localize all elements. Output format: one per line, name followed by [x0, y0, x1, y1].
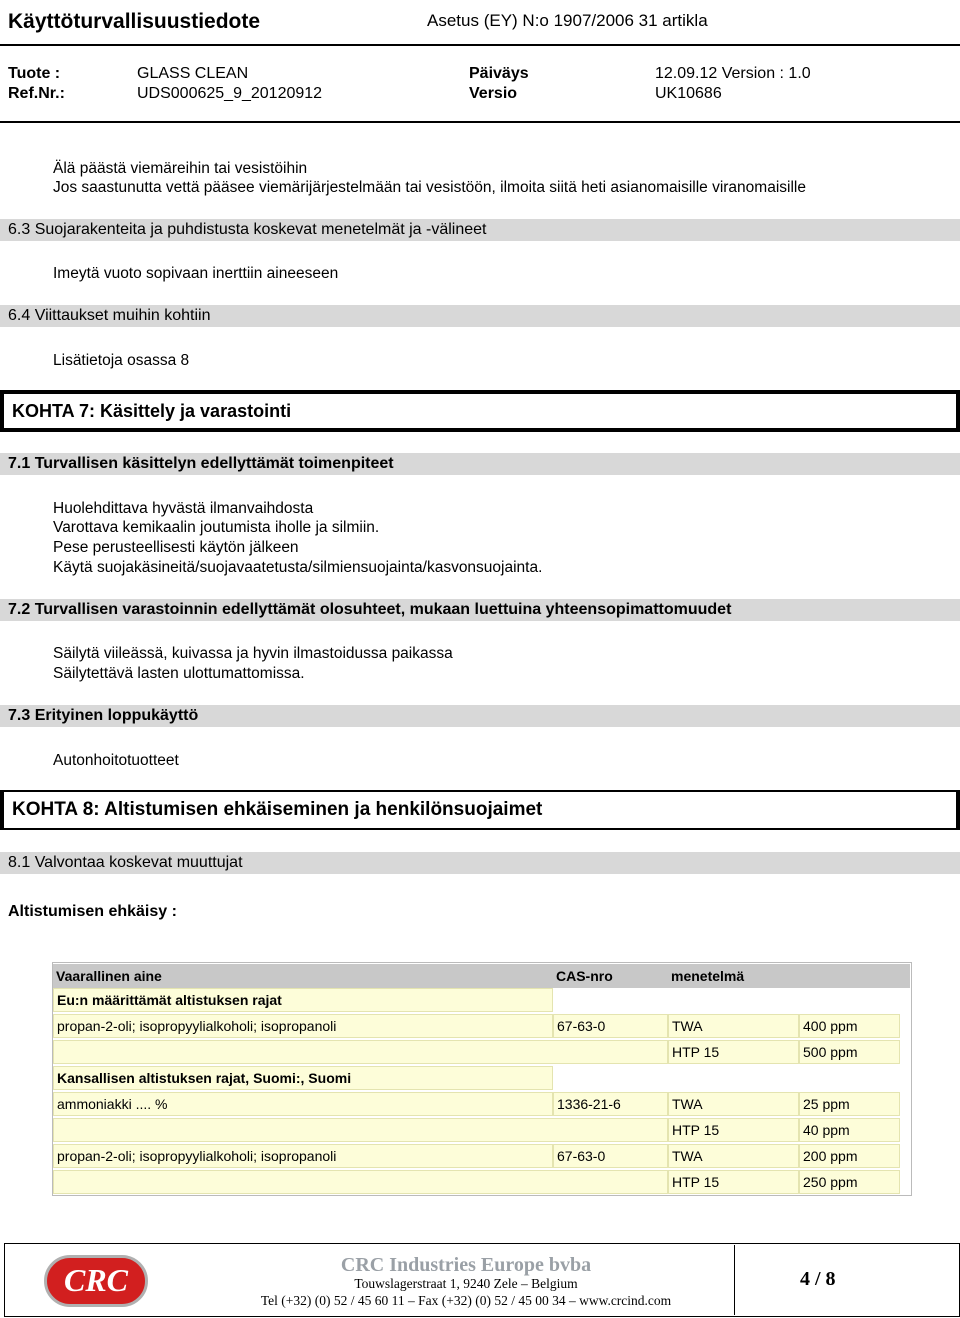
company-name: CRC Industries Europe bvba: [340, 1254, 592, 1276]
document-title: Käyttöturvallisuustiedote: [8, 10, 261, 33]
table-cell-value: 200 ppm: [799, 1144, 900, 1168]
ref-value: UDS000625_9_20120912: [137, 85, 323, 102]
table-cell-method: TWA: [668, 1014, 799, 1038]
table-header-substance: Vaarallinen aine: [53, 964, 553, 988]
section-7-2-heading: 7.2 Turvallisen varastoinnin edellyttämät olosuhteet, mukaan luettuina yhteensopimattomuudet: [0, 599, 960, 621]
table-cell-cas: 1336-21-6: [553, 1092, 668, 1116]
section-7-3-heading: 7.3 Erityinen loppukäyttö: [0, 705, 960, 727]
table-cell-method: HTP 15: [668, 1170, 799, 1194]
table-cell-method: TWA: [668, 1144, 799, 1168]
table-cell-method: TWA: [668, 1092, 799, 1116]
ref-label: Ref.Nr.:: [8, 85, 65, 102]
table-cell-method: HTP 15: [668, 1118, 799, 1142]
header-divider: [0, 44, 960, 46]
section-6-3-text: Imeytä vuoto sopivaan inerttiin aineeseen: [53, 265, 339, 282]
table-cell-substance: [53, 1170, 668, 1194]
table-cell-cas: 67-63-0: [553, 1014, 668, 1038]
product-label: Tuote :: [8, 65, 61, 82]
section-7-1-line: Huolehdittava hyvästä ilmanvaihdosta: [53, 500, 314, 517]
table-header-cas: CAS-nro: [553, 964, 668, 988]
section-7-3-text: Autonhoitotuotteet: [53, 752, 179, 769]
table-cell-value: 25 ppm: [799, 1092, 900, 1116]
section-7-1-line: Varottava kemikaalin joutumista iholle ja silmiin.: [53, 519, 380, 536]
section-7-title: KOHTA 7: Käsittely ja varastointi: [0, 390, 960, 432]
section-8-1-heading: 8.1 Valvontaa koskevat muuttujat: [0, 852, 960, 874]
table-cell-substance: [53, 1118, 668, 1142]
table-cell-substance: propan-2-oli; isopropyylialkoholi; isopropanoli: [53, 1014, 553, 1038]
table-cell-value: 40 ppm: [799, 1118, 900, 1142]
date-value: 12.09.12 Version : 1.0: [655, 65, 811, 82]
company-contact: Tel (+32) (0) 52 / 45 60 11 – Fax (+32) (0) 52 / 45 00 34 – www.crcind.com: [260, 1293, 672, 1308]
table-cell-method: HTP 15: [668, 1040, 799, 1064]
table-group-national: Kansallisen altistuksen rajat, Suomi:, Suomi: [53, 1066, 553, 1090]
section-7-2-line: Säilytettävä lasten ulottumattomissa.: [53, 665, 305, 682]
product-value: GLASS CLEAN: [137, 65, 249, 82]
regulation-reference: Asetus (EY) N:o 1907/2006 31 artikla: [427, 11, 708, 30]
section-6-4-heading: 6.4 Viittaukset muihin kohtiin: [0, 305, 960, 327]
table-cell-cas: 67-63-0: [553, 1144, 668, 1168]
version-label: Versio: [469, 85, 518, 102]
crc-logo: CRC: [44, 1255, 148, 1307]
section-6-3-heading: 6.3 Suojarakenteita ja puhdistusta koskevat menetelmät ja -välineet: [0, 219, 960, 241]
section-6-4-text: Lisätietoja osassa 8: [53, 352, 190, 369]
table-cell-value: 500 ppm: [799, 1040, 900, 1064]
table-header-method: menetelmä: [668, 964, 910, 988]
table-cell-substance: [53, 1040, 668, 1064]
section-7-1-line: Käytä suojakäsineitä/suojavaatetusta/silmiensuojainta/kasvonsuojainta.: [53, 559, 543, 576]
page-number: 4 / 8: [800, 1268, 836, 1290]
section-7-1-line: Pese perusteellisesti käytön jälkeen: [53, 539, 299, 556]
table-cell-value: 250 ppm: [799, 1170, 900, 1194]
table-cell-substance: propan-2-oli; isopropyylialkoholi; isopropanoli: [53, 1144, 553, 1168]
meta-divider: [0, 121, 960, 123]
table-cell-substance: ammoniakki .... %: [53, 1092, 553, 1116]
body-line: Älä päästä viemäreihin tai vesistöihin: [53, 160, 308, 177]
section-7-2-line: Säilytä viileässä, kuivassa ja hyvin ilmastoidussa paikassa: [53, 645, 453, 662]
version-value: UK10686: [655, 85, 722, 102]
company-address: Touwslagerstraat 1, 9240 Zele – Belgium: [354, 1276, 578, 1291]
table-group-eu: Eu:n määrittämät altistuksen rajat: [53, 988, 553, 1012]
section-8-title: KOHTA 8: Altistumisen ehkäiseminen ja henkilönsuojaimet: [0, 790, 960, 830]
section-7-1-heading: 7.1 Turvallisen käsittelyn edellyttämät toimenpiteet: [0, 453, 960, 475]
table-cell-value: 400 ppm: [799, 1014, 900, 1038]
footer-divider: [734, 1245, 735, 1315]
exposure-heading: Altistumisen ehkäisy :: [8, 903, 177, 920]
body-line: Jos saastunutta vettä pääsee viemärijärjestelmään tai vesistöön, ilmoita siitä heti asianomaisille viranomaisille: [53, 179, 806, 196]
date-label: Päiväys: [469, 65, 529, 82]
